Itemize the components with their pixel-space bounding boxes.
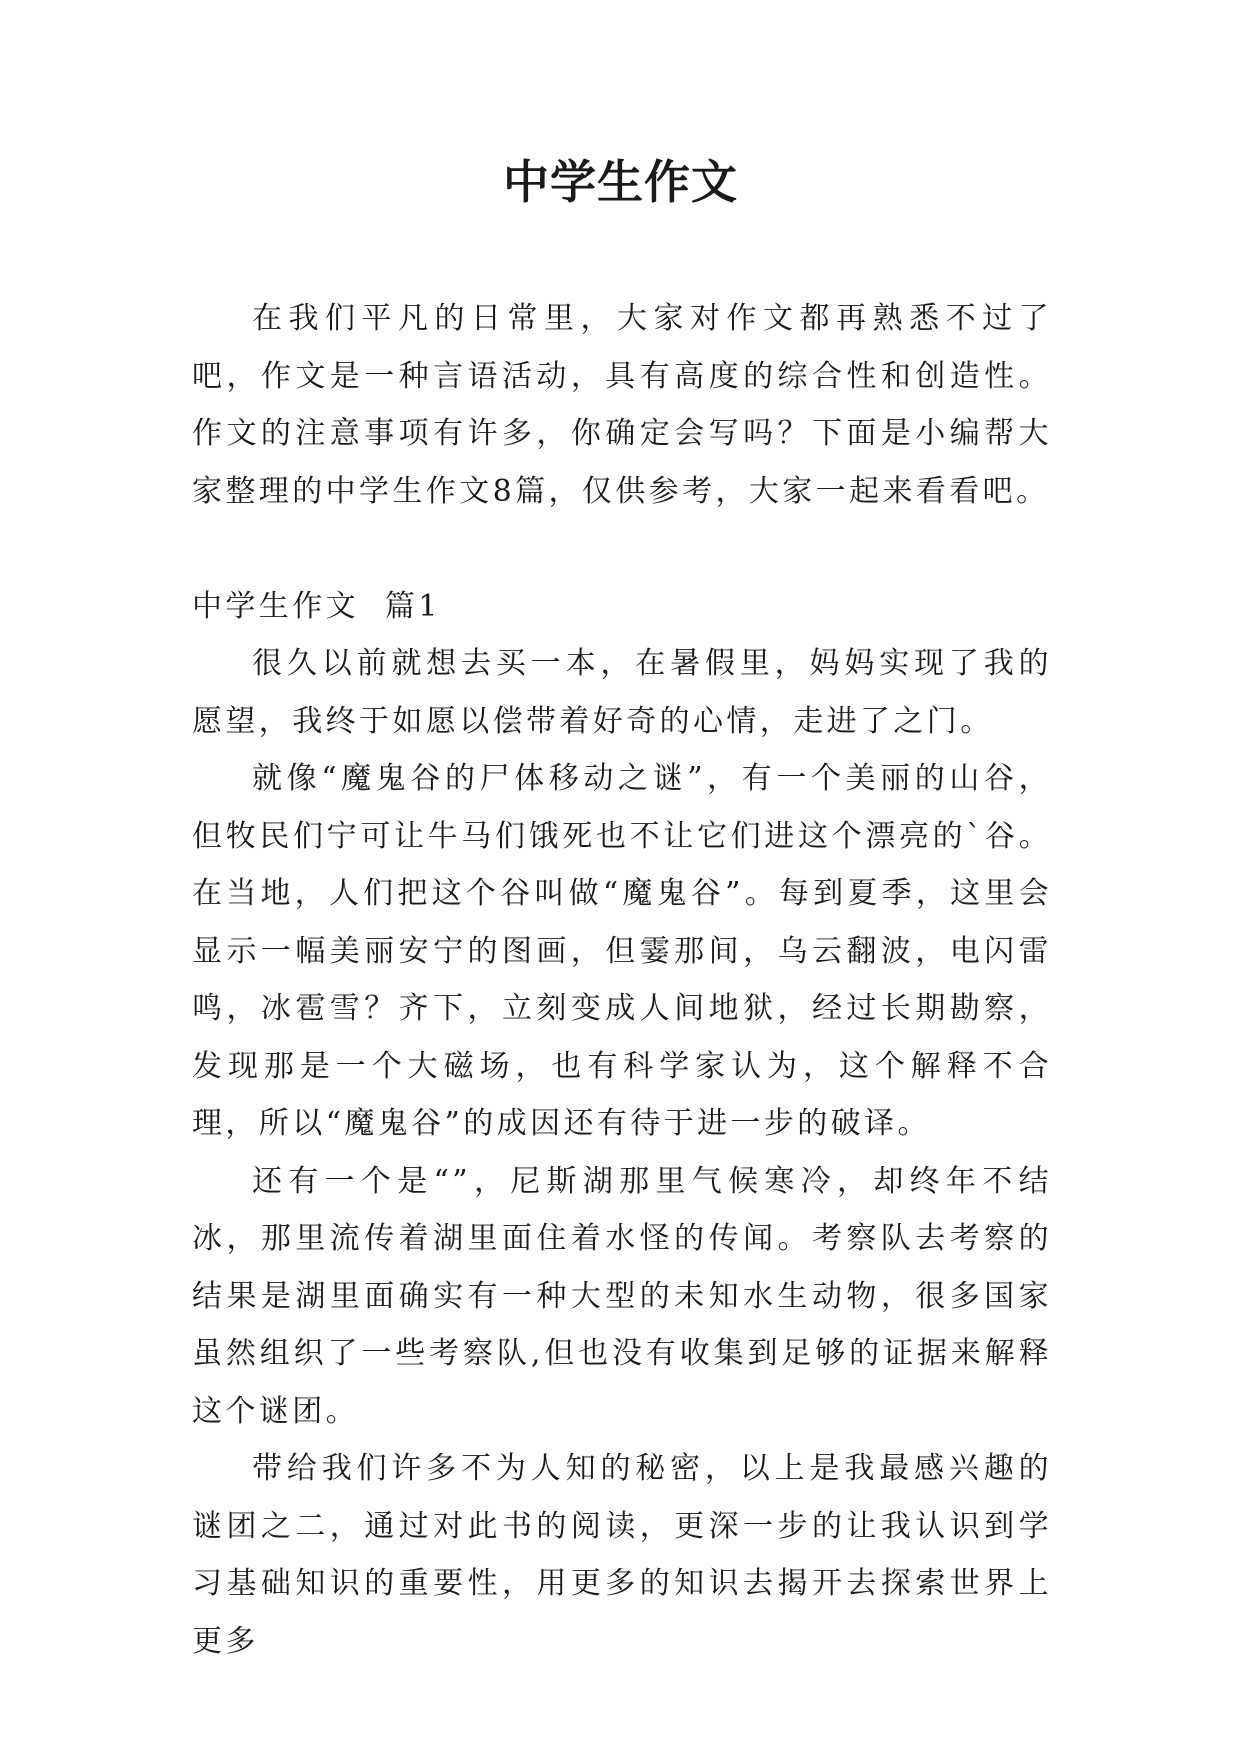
body-paragraph-4: 带给我们许多不为人知的秘密，以上是我最感兴趣的谜团之二，通过对此书的阅读，更深一步的让我认识到学习基础知识的重要性，用更多的知识去揭开去探索世界上更多 (192, 1451, 1052, 1659)
body-paragraph-2: 就像“魔鬼谷的尸体移动之谜”，有一个美丽的山谷，但牧民们宁可让牛马们饿死也不让它们进这个漂亮的`谷。在当地，人们把这个谷叫做“魔鬼谷”。每到夏季，这里会显示一幅美丽安宁的图画，但霎那间，乌云翻波，电闪雷鸣，冰雹雪？齐下，立刻变成人间地狱，经过长期勘察，发现那是一个大磁场，也有科学家认为，这个解释不合理，所以“魔鬼谷”的成因还有待于进一步的破译。 (192, 761, 1052, 1141)
document-body (192, 290, 1052, 1670)
body-paragraph-3: 还有一个是“”，尼斯湖那里气候寒冷，却终年不结冰，那里流传着湖里面住着水怪的传闻。考察队去考察的结果是湖里面确实有一种大型的未知水生动物，很多国家虽然组织了一些考察队,但也没有收集到足够的证据来解释这个谜团。 (192, 1163, 1052, 1429)
intro-paragraph: 在我们平凡的日常里，大家对作文都再熟悉不过了吧，作文是一种言语活动，具有高度的综合性和创造性。作文的注意事项有许多，你确定会写吗？下面是小编帮大家整理的中学生作文8篇，仅供参考，大家一起来看看吧。 (192, 301, 1052, 509)
section-heading: 中学生作文 篇1 (192, 588, 441, 624)
document-title: 中学生作文 (503, 155, 738, 209)
body-paragraph-1: 很久以前就想去买一本，在暑假里，妈妈实现了我的愿望，我终于如愿以偿带着好奇的心情，走进了之门。 (192, 646, 1052, 739)
